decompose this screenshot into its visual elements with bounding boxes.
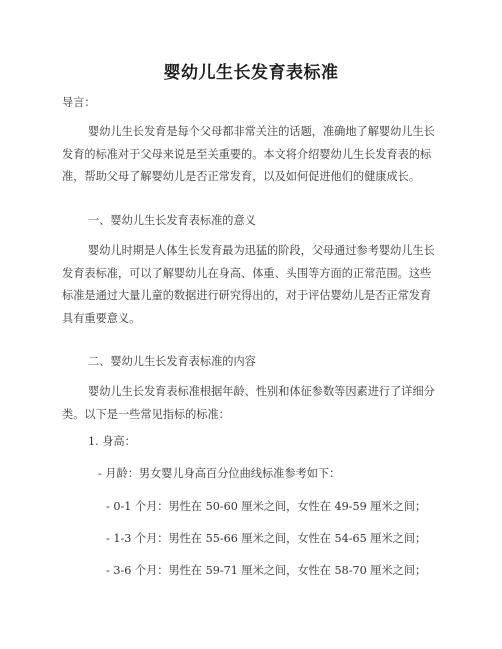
- sub-heading-age: - 月龄：男女婴儿身高百分位曲线标准参考如下：: [98, 467, 341, 480]
- range-line: - 0-1 个月：男性在 50-60 厘米之间，女性在 49-59 厘米之间；: [106, 500, 427, 513]
- range-line: - 3-6 个月：男性在 59-71 厘米之间，女性在 58-70 厘米之间；: [106, 564, 427, 577]
- section2-heading: 二、婴幼儿生长发育表标准的内容: [88, 355, 256, 368]
- section2-paragraph: 婴幼儿生长发育表标准根据年龄、性别和体征参数等因素进行了详细分类。以下是一些常见指标的标准：: [62, 385, 435, 421]
- section1-paragraph: 婴幼儿时期是人体生长发育最为迅猛的阶段，父母通过参考婴幼儿生长发育表标准，可以了解婴幼儿在身高、体重、头围等方面的正常范围。这些标准是通过大量儿童的数据进行研究得出的，对于评估婴幼儿是否正常发育具有重要意义。: [62, 244, 435, 325]
- document-title: 婴幼儿生长发育表标准: [163, 63, 339, 83]
- item-height: 1. 身高：: [88, 435, 136, 448]
- section1-heading: 一、婴幼儿生长发育表标准的意义: [88, 214, 256, 227]
- intro-paragraph: 婴幼儿生长发育是每个父母都非常关注的话题，准确地了解婴幼儿生长发育的标准对于父母来说是至关重要的。本文将介绍婴幼儿生长发育表的标准，帮助父母了解婴幼儿是否正常发育，以及如何促进他们的健康成长。: [62, 125, 435, 183]
- intro-label: 导言：: [62, 96, 96, 109]
- range-line: - 1-3 个月：男性在 55-66 厘米之间，女性在 54-65 厘米之间；: [106, 532, 427, 545]
